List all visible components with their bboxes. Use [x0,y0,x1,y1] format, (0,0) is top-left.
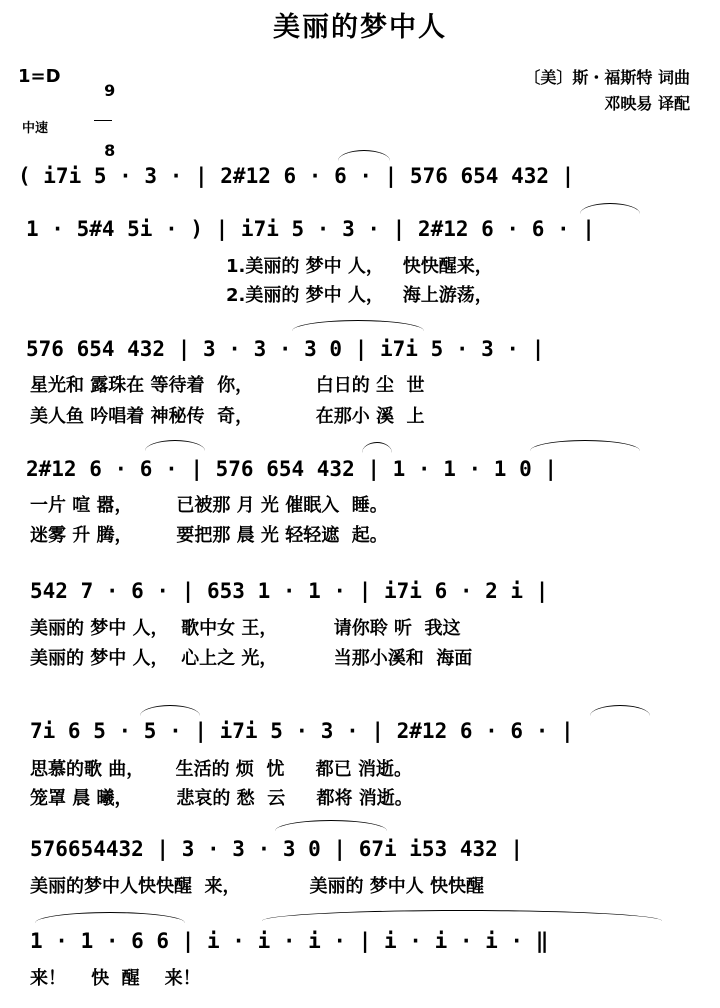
lyrics-verse-1: 思慕的歌 曲， 生活的 烦 忧 都已 消逝。 [30,759,412,780]
slur [362,442,392,453]
lyrics-verse-1: 美丽的梦中人快快醒 来， 美丽的 梦中人 快快醒 [30,876,484,897]
slur [35,912,185,923]
notes-line: ( i7i 5 · 3 · | 2#12 6 · 6 · | 576 654 432 | [18,164,575,188]
notes-line: 7i 6 5 · 5 · | i7i 5 · 3 · | 2#12 6 · 6 · | [30,719,574,743]
slur [145,440,205,451]
notes-line: 1 · 1 · 6 6 | i · i · i · | i · i · i · ‖ [30,929,549,953]
time-signature [93,62,116,160]
tempo-marking: 中速 [22,121,49,136]
notes-line: 1 · 5#4 5i · ) | i7i 5 · 3 · | 2#12 6 · 6 · | [26,217,595,241]
notes-line: 2#12 6 · 6 · | 576 654 432 | 1 · 1 · 1 0 | [26,457,558,481]
slur [275,820,387,831]
lyrics-verse-1: 星光和 露珠在 等待着 你， 白日的 尘 世 [30,375,425,396]
time-sig-bottom: 8 [104,141,116,160]
song-title: 美丽的梦中人 [273,12,447,43]
slur [292,320,424,331]
slur [530,440,640,451]
notes-line: 576654432 | 3 · 3 · 3 0 | 67i i53 432 | [30,837,524,861]
slur [262,910,662,921]
key-signature: 1=D [18,66,61,87]
slur [580,203,640,214]
slur [140,705,200,716]
lyrics-verse-2: 美人鱼 吟唱着 神秘传 奇， 在那小 溪 上 [30,406,425,427]
credit-translator: 邓映易 译配 [604,94,690,113]
lyrics-verse-1: 1.美丽的 梦中 人， 快快醒来， [226,256,493,277]
lyrics-verse-2: 迷雾 升 腾， 要把那 晨 光 轻轻遮 起。 [30,525,388,546]
lyrics-verse-2: 2.美丽的 梦中 人， 海上游荡， [226,285,493,306]
lyrics-verse-1: 来！ 快 醒 来！ [30,968,201,989]
lyrics-verse-2: 美丽的 梦中 人， 心上之 光， 当那小溪和 海面 [30,648,473,669]
notes-line: 542 7 · 6 · | 653 1 · 1 · | i7i 6 · 2 i | [30,579,549,603]
slur [590,705,650,716]
time-sig-top: 9 [104,81,116,100]
notes-line: 576 654 432 | 3 · 3 · 3 0 | i7i 5 · 3 · | [26,337,545,361]
lyrics-verse-2: 笼罩 晨 曦， 悲哀的 愁 云 都将 消逝。 [30,788,413,809]
credit-lyricist-composer: 〔美〕斯・福斯特 词曲 [524,68,690,87]
lyrics-verse-1: 美丽的 梦中 人， 歌中女 王， 请你聆 听 我这 [30,618,461,639]
slur [338,150,390,161]
lyrics-verse-1: 一片 喧 嚣， 已被那 月 光 催眠入 睡。 [30,495,388,516]
time-sig-bar [94,120,112,121]
